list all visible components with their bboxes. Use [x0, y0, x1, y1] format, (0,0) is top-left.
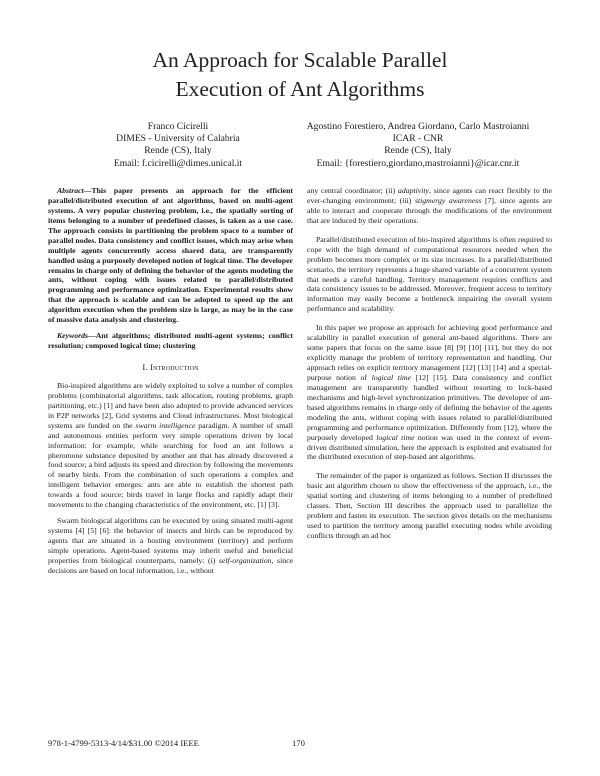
section-heading-introduction: [48, 363, 293, 373]
author-location: Rende (CS), Italy: [384, 145, 452, 157]
author-affiliation: DIMES - University of Calabria: [116, 133, 240, 145]
author-email: Email: {forestiero,giordano,mastroianni}@icar.cnr.it: [316, 157, 520, 169]
intro-paragraph-2-continued: any central coordinator; (ii) adaptivity, since agents can react flexibly to the ever-changing environment; (iii) stigmergy awareness [7], since agents are able to interact and cooperate through the modifications of the environment that are induced by their operations.: [307, 186, 552, 225]
section-number: I.: [142, 362, 148, 372]
author-name: Franco Cicirelli: [147, 121, 209, 132]
author-name: Agostino Forestiero, Andrea Giordano, Carlo Mastroianni: [306, 121, 530, 132]
intro-paragraph-2: Swarm biological algorithms can be executed by using situated multi-agent systems [4] [5] [6]: the behavior of insects and birds can be reproduced by agents that are situated in a hosting environment (territory) and perform simple operations. Agent-based systems may inherit useful and beneficial properties from biological counterparts, namely: (i) self-organization, since decisions are based on local information, i.e., without: [48, 516, 293, 575]
paper-title-line-2: Execution of Ant Algorithms: [175, 77, 425, 101]
right-column: [307, 186, 552, 541]
keywords: [48, 331, 293, 351]
author-email: Email: f.cicirelli@dimes.unical.it: [113, 157, 243, 169]
paper-title-line-1: An Approach for Scalable Parallel: [152, 48, 448, 72]
abstract-label: Abstract: [57, 186, 84, 195]
author-affiliation: ICAR - CNR: [392, 133, 444, 145]
intro-paragraph-3: Parallel/distributed execution of bio-inspired algorithms is often required to cope with the high demand of computational resources needed when the problem becomes more complex or its size increases. In a parallel/distributed scenario, the territory represents a huge shared variable of a concurrent system that needs a careful handling. Territory management requires conflicts and data consistency issues to be addressed. Moreover, frequent access to territory information may easily become a bottleneck impairing the overall system performance and scalability.: [307, 234, 552, 314]
intro-paragraph-4: In this paper we propose an approach for achieving good performance and scalability in parallel execution of general ant-based algorithms. There are some papers that focus on the same issue [8] [9] [10] [11], but they do not explicitly manage the problem of territory representation and handling. Our approach relies on explicit territory management [12] [13] [14] and a special-purpose notion of logical time [12] [15]. Data consistency and conflict management are transparently handled without resorting to lock-based mechanisms and high-level synchronization primitives. The developer of ant-based algorithms remains in charge only of defining the behavior of the agents modeling the ants, without coping with issues related to parallel/distributed programming and performance optimization. Differently from [12], where the purposely developed logical time notion was used in the context of event-driven distributed simulation, here the approach is exploited and evaluated for the distributed execution of step-based ant algorithms.: [307, 323, 552, 462]
keywords-text: —Ant algorithms; distributed multi-agent systems; conflict resolution; composed logical time; clustering: [48, 331, 293, 351]
left-column: [48, 186, 293, 576]
keywords-label: Keywords: [57, 331, 88, 341]
intro-paragraph-1: Bio-inspired algorithms are widely exploited to solve a number of complex problems (combinatorial algorithms, task allocation, routing problems, graph partitioning, etc.) [1] and have been also adopted to provide advanced services in P2P networks [2], Grid systems and Cloud infrastructures. Most biological systems are funded on the swarm intelligence paradigm. A number of small and autonomous entities perform very simple operations driven by local information: for example, while searching for food an ant follows a pheromone substance deposited by another ant that has already discovered a food source; a bird adjusts its speed and direction by following the movements of nearby birds. From the combination of such operations a complex and intelligent behavior emerges: ants are able to establish the shortest path towards a food source; birds travel in large flocks and rapidly adapt their movements to the changing characteristics of the environment, etc. [1] [3].: [48, 380, 294, 510]
section-title: Introduction: [150, 362, 199, 372]
abstract: [48, 186, 293, 325]
page-number: 170: [292, 738, 305, 748]
author-block-2: [283, 121, 553, 170]
author-location: Rende (CS), Italy: [144, 145, 212, 157]
abstract-text: —This paper presents an approach for the efficient parallel/distributed execution of ant algorithms, based on multi-agent systems. A very popular clustering problem, i.e., the spatially sorting of items belonging to a number of predefined classes, is taken as a use case. The approach consists in partitioning the problem space to a number of parallel nodes. Data consistency and conflict issues, which may arise when multiple agents concurrently access shared data, are transparently handled using a purposely developed notion of logical time. The developer remains in charge only of defining the behavior of the agents modeling the ants, without coping with issues related to parallel/distributed programming and performance optimization. Experimental results show that the approach is scalable and can be adopted to speed up the ant algorithm execution when the problem size is large, as may be in the case of massive data analysis and clustering.: [48, 186, 293, 325]
copyright-notice: 978-1-4799-5313-4/14/$31.00 ©2014 IEEE: [48, 738, 199, 748]
author-block-1: [68, 121, 288, 170]
intro-paragraph-5: The remainder of the paper is organized as follows. Section II discusses the basic ant algorithm chosen to show the effectiveness of the approach, i.e., the spatial sorting and clustering of items belonging to a number of predefined classes. Then, Section III describes the approach used to parallelize the problem and fasten its execution. The section gives details on the mechanisms used to partition the territory among parallel executing nodes while avoiding conflicts through an ad hoc: [307, 471, 552, 540]
